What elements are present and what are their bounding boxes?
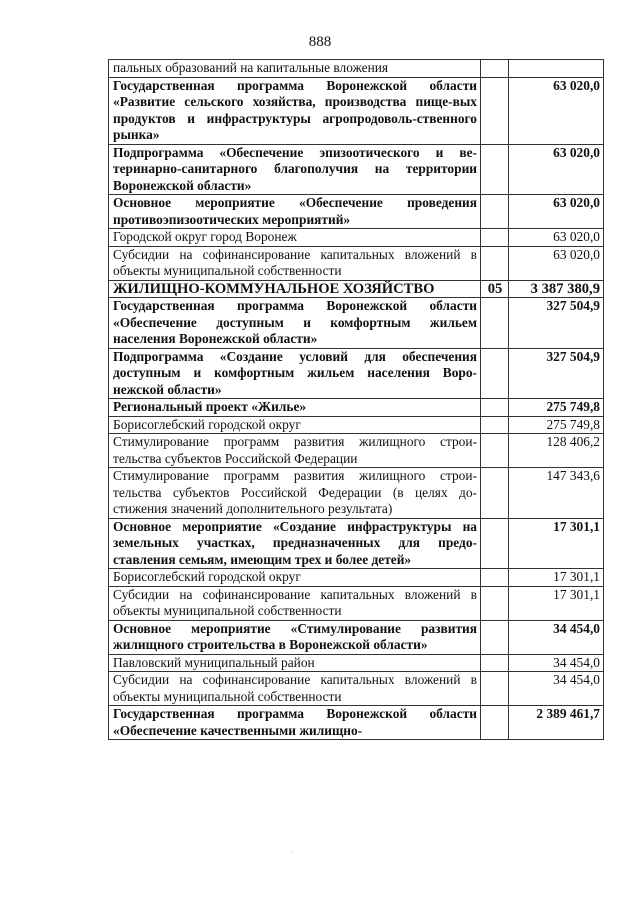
row-name-cell: Субсидии на софинансирование капитальных вложений в объекты муниципальной собственности: [109, 586, 481, 620]
row-name-cell: Региональный проект «Жилье»: [109, 399, 481, 417]
row-sum-cell: [509, 60, 604, 78]
table-row: [109, 229, 604, 247]
row-code-cell: [481, 468, 509, 519]
row-code-cell: [481, 706, 509, 740]
table-row: [109, 246, 604, 280]
row-name-cell: Борисоглебский городской округ: [109, 569, 481, 587]
row-sum-cell: 128 406,2: [509, 434, 604, 468]
table-row: [109, 60, 604, 78]
row-sum-cell: 17 301,1: [509, 569, 604, 587]
row-sum-cell: 17 301,1: [509, 586, 604, 620]
row-code-cell: [481, 399, 509, 417]
row-code-cell: [481, 518, 509, 569]
row-sum-cell: 63 020,0: [509, 195, 604, 229]
row-name-cell: Основное мероприятие «Создание инфраструктуры на земельных участках, предназначенных для предо-ставления семьям, имеющим трех и более детей»: [109, 518, 481, 569]
table-row: [109, 280, 604, 298]
row-sum-cell: 63 020,0: [509, 77, 604, 144]
row-code-cell: [481, 246, 509, 280]
row-sum-cell: 327 504,9: [509, 298, 604, 349]
row-name-cell: Подпрограмма «Обеспечение эпизоотического и ве-теринарно-санитарного благополучия на территории Воронежской области»: [109, 144, 481, 195]
table-row: [109, 672, 604, 706]
row-sum-cell: 63 020,0: [509, 246, 604, 280]
row-sum-cell: 34 454,0: [509, 620, 604, 654]
row-code-cell: [481, 416, 509, 434]
row-name-cell: Борисоглебский городской округ: [109, 416, 481, 434]
row-sum-cell: 34 454,0: [509, 654, 604, 672]
row-name-cell: ЖИЛИЩНО-КОММУНАЛЬНОЕ ХОЗЯЙСТВО: [109, 280, 481, 298]
row-name-cell: Городской округ город Воронеж: [109, 229, 481, 247]
table-row: [109, 298, 604, 349]
table-row: [109, 518, 604, 569]
table-row: [109, 399, 604, 417]
page-number: 888: [308, 34, 332, 50]
row-code-cell: [481, 434, 509, 468]
row-name-cell: Подпрограмма «Создание условий для обеспечения доступным и комфортным жильем населения Воро-нежской области»: [109, 348, 481, 399]
table-row: [109, 654, 604, 672]
table-row: [109, 706, 604, 740]
table-row: [109, 468, 604, 519]
row-sum-cell: 275 749,8: [509, 399, 604, 417]
row-sum-cell: 275 749,8: [509, 416, 604, 434]
row-name-cell: Стимулирование программ развития жилищного строи-тельства субъектов Российской Федерации: [109, 434, 481, 468]
row-code-cell: [481, 569, 509, 587]
table-row: [109, 144, 604, 195]
row-name-cell: Государственная программа Воронежской области «Обеспечение качественными жилищно-: [109, 706, 481, 740]
table-row: [109, 434, 604, 468]
row-name-cell: Основное мероприятие «Обеспечение проведения противоэпизоотических мероприятий»: [109, 195, 481, 229]
row-code-cell: [481, 77, 509, 144]
row-code-cell: [481, 586, 509, 620]
table-row: [109, 195, 604, 229]
table-row: [109, 586, 604, 620]
table-row: [109, 569, 604, 587]
row-code-cell: [481, 672, 509, 706]
row-code-cell: [481, 654, 509, 672]
row-name-cell: Субсидии на софинансирование капитальных вложений в объекты муниципальной собственности: [109, 246, 481, 280]
table-row: [109, 348, 604, 399]
budget-table-body: [109, 60, 604, 740]
row-code-cell: [481, 620, 509, 654]
row-name-cell: Павловский муниципальный район: [109, 654, 481, 672]
row-sum-cell: 34 454,0: [509, 672, 604, 706]
row-sum-cell: 147 343,6: [509, 468, 604, 519]
row-name-cell: Субсидии на софинансирование капитальных вложений в объекты муниципальной собственности: [109, 672, 481, 706]
scan-mark: ·: [290, 848, 293, 857]
row-code-cell: [481, 298, 509, 349]
budget-table: [108, 59, 604, 740]
table-row: [109, 620, 604, 654]
row-code-cell: [481, 195, 509, 229]
row-name-cell: Стимулирование программ развития жилищного строи-тельства субъектов Российской Федерации (в целях до-стижения значений дополнительного результата): [109, 468, 481, 519]
row-name-cell: пальных образований на капитальные вложения: [109, 60, 481, 78]
row-name-cell: Основное мероприятие «Стимулирование развития жилищного строительства в Воронежской области»: [109, 620, 481, 654]
table-row: [109, 77, 604, 144]
row-name-cell: Государственная программа Воронежской области «Развитие сельского хозяйства, производства пище-вых продуктов и инфраструктуры агропродоволь-ственного рынка»: [109, 77, 481, 144]
table-row: [109, 416, 604, 434]
row-sum-cell: 327 504,9: [509, 348, 604, 399]
row-sum-cell: 2 389 461,7: [509, 706, 604, 740]
row-sum-cell: 17 301,1: [509, 518, 604, 569]
row-code-cell: [481, 229, 509, 247]
row-code-cell: [481, 60, 509, 78]
row-name-cell: Государственная программа Воронежской области «Обеспечение доступным и комфортным жильем населения Воронежской области»: [109, 298, 481, 349]
row-code-cell: [481, 144, 509, 195]
row-sum-cell: 63 020,0: [509, 144, 604, 195]
row-sum-cell: 3 387 380,9: [509, 280, 604, 298]
row-sum-cell: 63 020,0: [509, 229, 604, 247]
row-code-cell: [481, 348, 509, 399]
row-code-cell: 05: [481, 280, 509, 298]
